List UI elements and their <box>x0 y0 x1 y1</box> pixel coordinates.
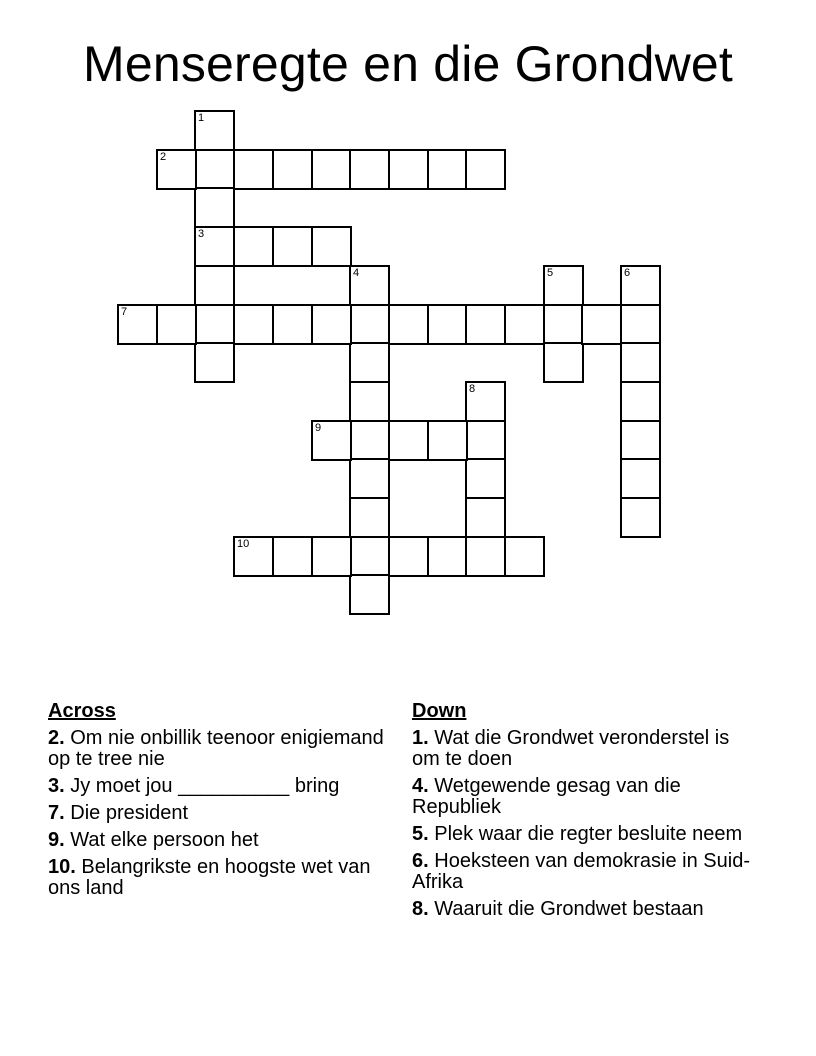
grid-cell[interactable] <box>272 226 313 267</box>
clue-down-5 <box>412 824 762 845</box>
grid-cell[interactable] <box>311 536 352 577</box>
grid-cell[interactable] <box>427 149 468 190</box>
grid-cell[interactable] <box>504 536 545 577</box>
clue-across-10 <box>48 857 388 899</box>
grid-cell[interactable] <box>233 226 274 267</box>
clue-text: Wetgewende gesag van die Republiek <box>412 775 681 818</box>
grid-cell[interactable] <box>233 536 274 577</box>
cell-number: 1 <box>198 112 205 124</box>
across-heading: Across <box>48 700 116 722</box>
clue-text: Die president <box>70 802 189 824</box>
grid-cell[interactable] <box>349 265 390 306</box>
grid-cell[interactable] <box>620 265 661 306</box>
grid-cell[interactable] <box>349 574 390 615</box>
clue-down-1 <box>412 728 762 770</box>
grid-cell[interactable] <box>465 149 506 190</box>
grid-cell[interactable] <box>349 420 390 461</box>
clue-text: Waaruit die Grondwet bestaan <box>434 898 704 920</box>
grid-cell[interactable] <box>311 420 352 461</box>
grid-cell[interactable] <box>349 381 390 422</box>
grid-cell[interactable] <box>272 149 313 190</box>
clue-number: 8. <box>412 898 429 920</box>
clue-text: Hoeksteen van demokrasie in Suid-Afrika <box>412 850 750 893</box>
grid-cell[interactable] <box>194 110 235 151</box>
grid-cell[interactable] <box>388 304 429 345</box>
cell-number: 7 <box>121 306 128 318</box>
grid-cell[interactable] <box>465 381 506 422</box>
grid-cell[interactable] <box>349 458 390 499</box>
clue-number: 6. <box>412 850 429 872</box>
grid-cell[interactable] <box>543 342 584 383</box>
down-clues <box>412 701 762 926</box>
grid-cell[interactable] <box>194 149 235 190</box>
grid-cell[interactable] <box>427 304 468 345</box>
grid-cell[interactable] <box>620 420 661 461</box>
grid-cell[interactable] <box>349 149 390 190</box>
grid-cell[interactable] <box>581 304 622 345</box>
grid-cell[interactable] <box>156 149 197 190</box>
grid-cell[interactable] <box>543 265 584 306</box>
grid-cell[interactable] <box>272 536 313 577</box>
cell-number: 9 <box>315 422 322 434</box>
cell-number: 10 <box>237 538 250 550</box>
grid-cell[interactable] <box>465 536 506 577</box>
clue-text: Belangrikste en hoogste wet van ons land <box>48 856 371 899</box>
clue-text: Om nie onbillik teenoor enigiemand op te tree nie <box>48 727 384 770</box>
cell-number: 2 <box>160 151 167 163</box>
grid-cell[interactable] <box>194 304 235 345</box>
grid-cell[interactable] <box>427 420 468 461</box>
grid-cell[interactable] <box>465 458 506 499</box>
clue-number: 7. <box>48 802 65 824</box>
grid-cell[interactable] <box>349 497 390 538</box>
grid-cell[interactable] <box>349 342 390 383</box>
clue-across-2 <box>48 728 388 770</box>
clue-text: Jy moet jou __________ bring <box>70 775 340 797</box>
puzzle-title: Menseregte en die Grondwet <box>82 36 734 92</box>
clue-text: Plek waar die regter besluite neem <box>434 823 743 845</box>
grid-cell[interactable] <box>388 420 429 461</box>
grid-cell[interactable] <box>194 226 235 267</box>
grid-cell[interactable] <box>194 265 235 306</box>
clue-across-9 <box>48 830 388 851</box>
grid-cell[interactable] <box>620 304 661 345</box>
grid-cell[interactable] <box>156 304 197 345</box>
grid-cell[interactable] <box>427 536 468 577</box>
grid-cell[interactable] <box>620 497 661 538</box>
clue-number: 10. <box>48 856 76 878</box>
clue-across-7 <box>48 803 388 824</box>
cell-number: 8 <box>469 383 476 395</box>
grid-cell[interactable] <box>504 304 545 345</box>
down-heading: Down <box>412 700 467 722</box>
clue-number: 3. <box>48 775 65 797</box>
grid-cell[interactable] <box>465 304 506 345</box>
grid-cell[interactable] <box>620 381 661 422</box>
grid-cell[interactable] <box>543 304 584 345</box>
clue-number: 1. <box>412 727 429 749</box>
grid-cell[interactable] <box>465 420 506 461</box>
clue-number: 9. <box>48 829 65 851</box>
grid-cell[interactable] <box>233 304 274 345</box>
clue-text: Wat elke persoon het <box>70 829 259 851</box>
grid-cell[interactable] <box>272 304 313 345</box>
clue-down-8 <box>412 899 762 920</box>
grid-cell[interactable] <box>311 149 352 190</box>
clue-across-3 <box>48 776 388 797</box>
grid-cell[interactable] <box>117 304 158 345</box>
grid-cell[interactable] <box>620 458 661 499</box>
clue-text: Wat die Grondwet veronderstel is om te doen <box>412 727 730 770</box>
clue-number: 4. <box>412 775 429 797</box>
across-clues <box>48 701 388 905</box>
clue-down-6 <box>412 851 762 893</box>
grid-cell[interactable] <box>194 187 235 228</box>
grid-cell[interactable] <box>388 149 429 190</box>
clue-down-4 <box>412 776 762 818</box>
grid-cell[interactable] <box>465 497 506 538</box>
grid-cell[interactable] <box>388 536 429 577</box>
grid-cell[interactable] <box>233 149 274 190</box>
grid-cell[interactable] <box>311 304 352 345</box>
cell-number: 4 <box>353 267 360 279</box>
grid-cell[interactable] <box>311 226 352 267</box>
grid-cell[interactable] <box>349 536 390 577</box>
grid-cell[interactable] <box>194 342 235 383</box>
cell-number: 3 <box>198 228 205 240</box>
grid-cell[interactable] <box>349 304 390 345</box>
clue-number: 5. <box>412 823 429 845</box>
grid-cell[interactable] <box>620 342 661 383</box>
cell-number: 6 <box>624 267 631 279</box>
cell-number: 5 <box>547 267 554 279</box>
clue-number: 2. <box>48 727 65 749</box>
